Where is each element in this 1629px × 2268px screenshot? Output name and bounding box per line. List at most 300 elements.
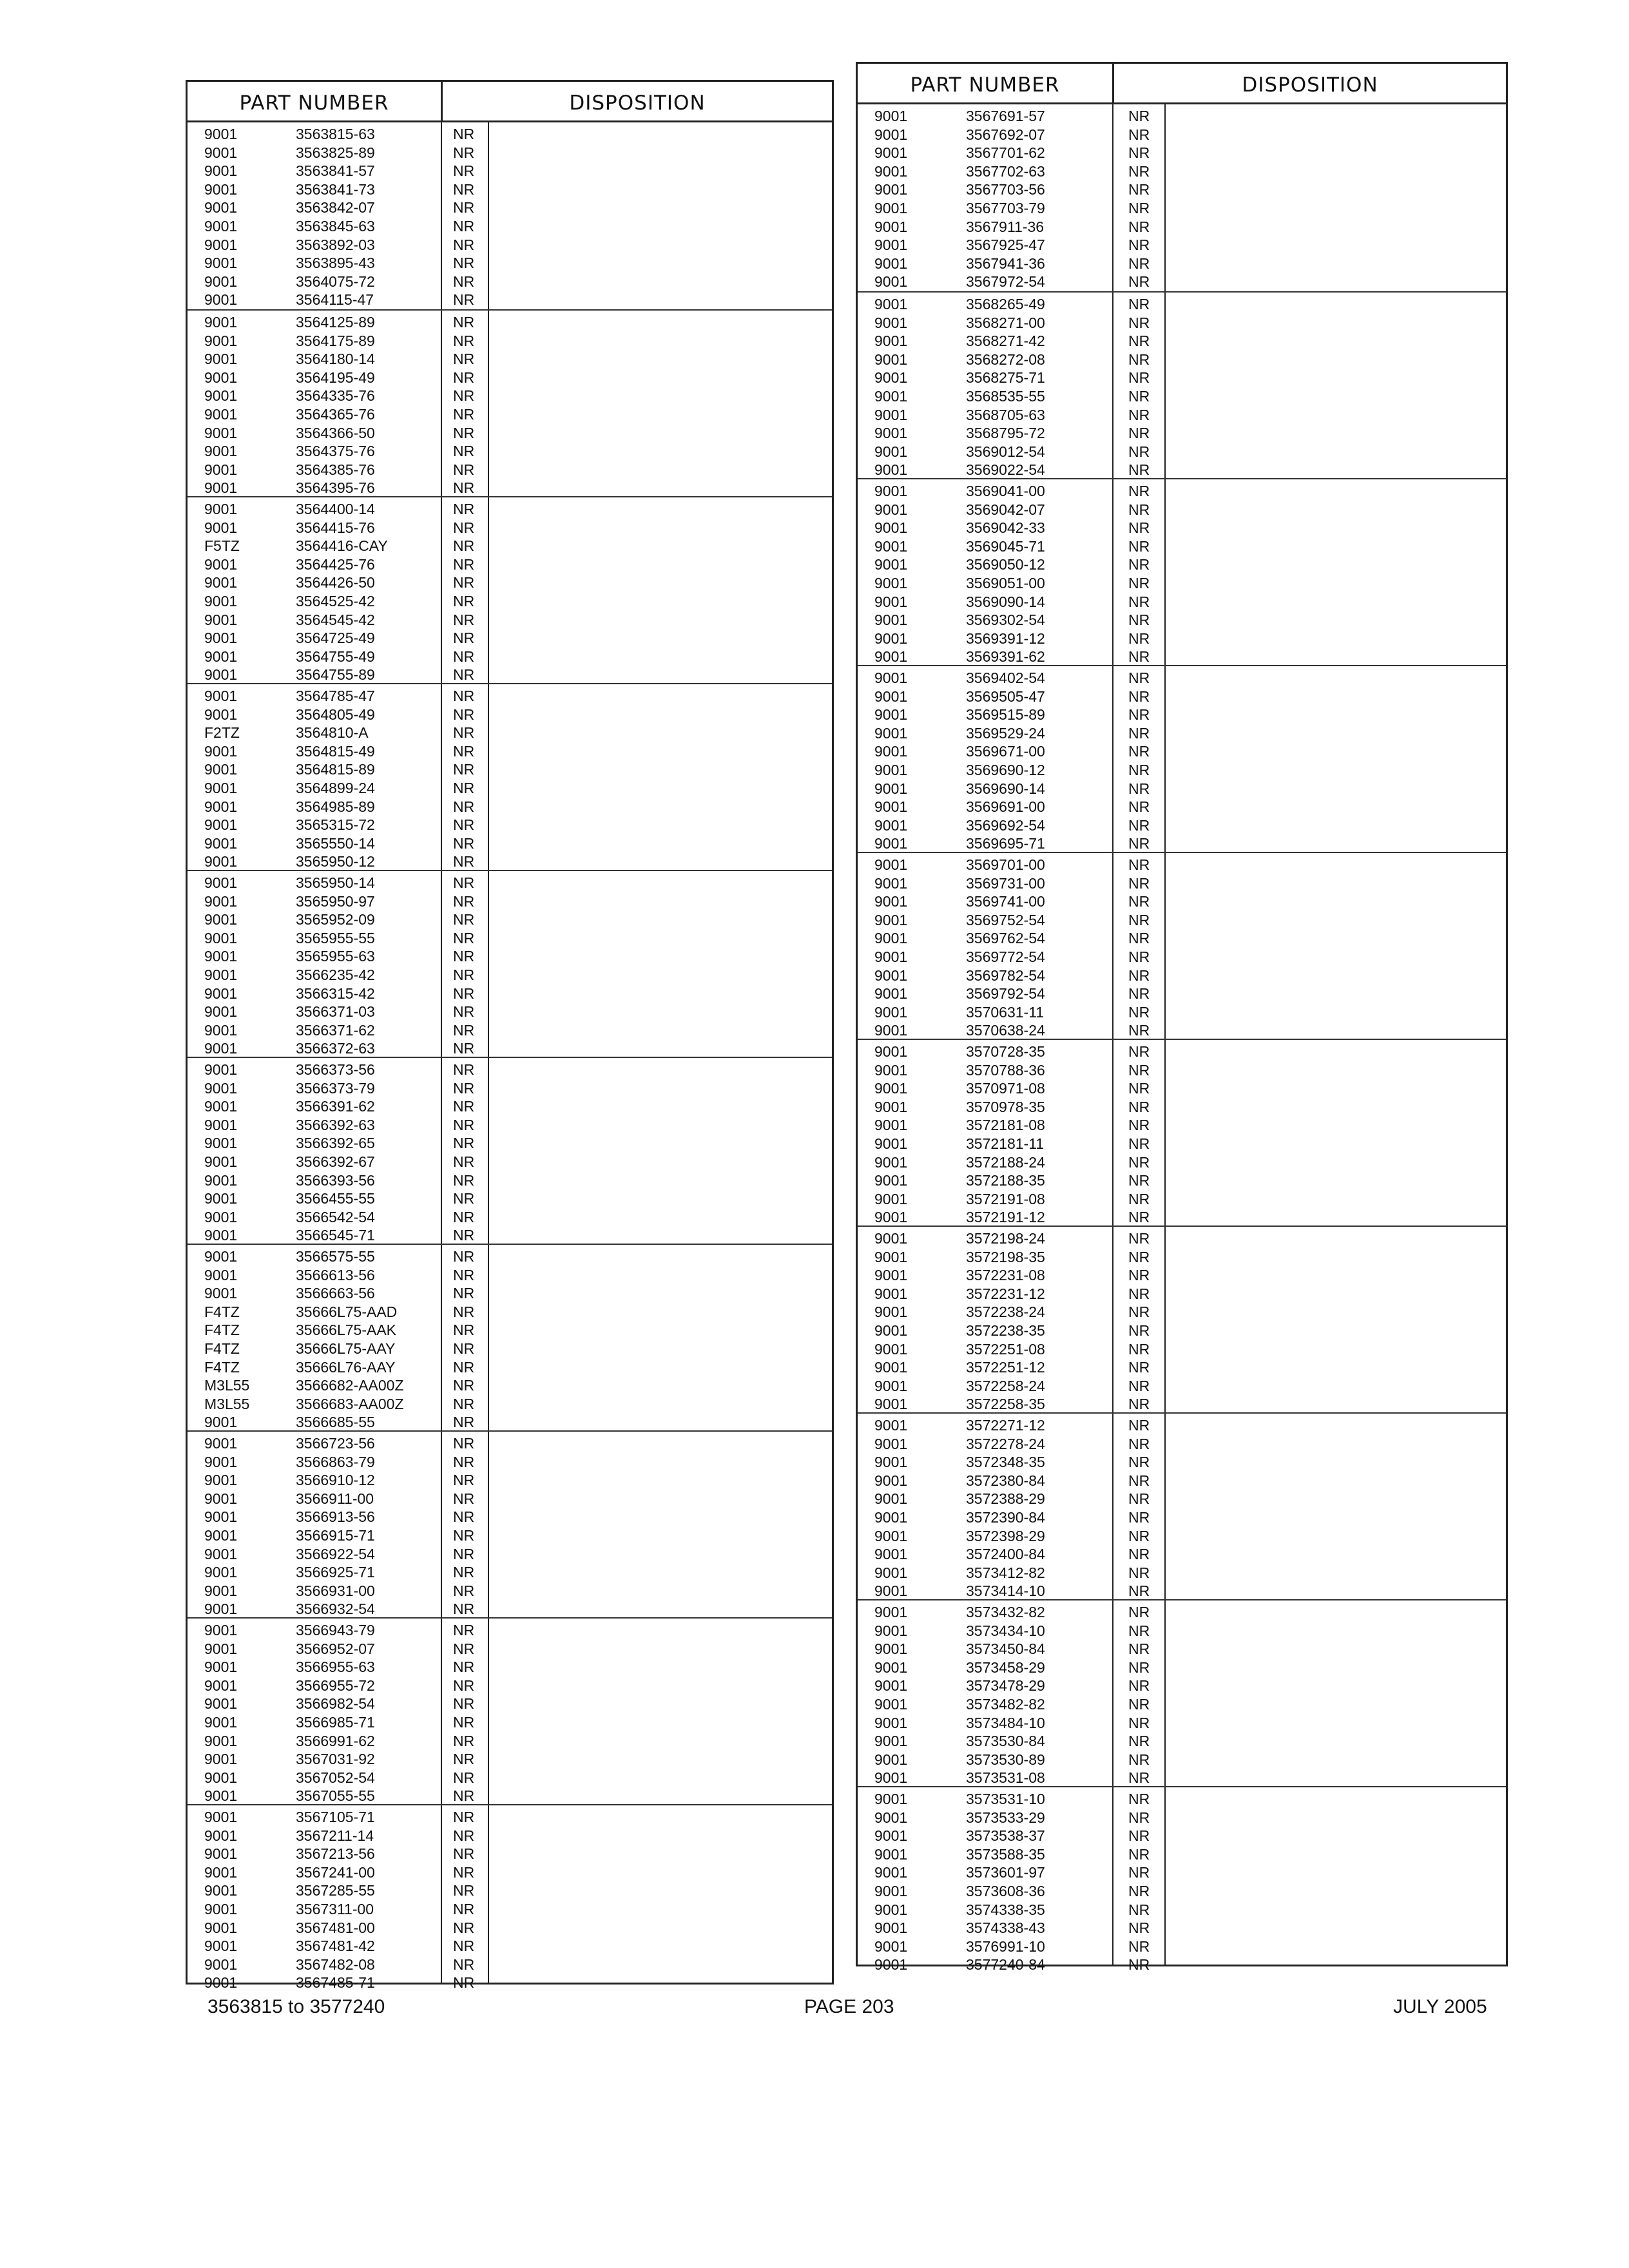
disposition-cell: NR — [453, 724, 475, 742]
prefix-cell: 9001 — [874, 1769, 908, 1787]
part-number-cell: 3572348-35 — [966, 1454, 1045, 1471]
part-number-cell: 3572191-08 — [966, 1190, 1045, 1207]
part-number-cell: 3564075-72 — [296, 273, 375, 290]
prefix-cell: 9001 — [874, 181, 908, 198]
table-row — [858, 1116, 1506, 1134]
table-row — [188, 1937, 832, 1955]
part-number-cell: 3573434-10 — [966, 1622, 1045, 1639]
disposition-header: DISPOSITION — [569, 91, 706, 115]
table-row — [858, 236, 1506, 254]
prefix-cell: 9001 — [204, 1472, 238, 1489]
table-row — [858, 1640, 1506, 1658]
disposition-cell: NR — [453, 1061, 475, 1078]
table-row — [858, 1956, 1506, 1974]
prefix-cell: 9001 — [204, 406, 238, 423]
prefix-cell: 9001 — [204, 162, 238, 180]
disposition-cell: NR — [453, 911, 475, 928]
part-number-cell: 3565315-72 — [296, 816, 375, 834]
disposition-cell: NR — [1128, 1117, 1150, 1134]
table-row — [858, 1079, 1506, 1097]
part-number-cell: 3566931-00 — [296, 1582, 375, 1599]
prefix-cell: 9001 — [874, 236, 908, 254]
table-row — [858, 1303, 1506, 1321]
part-number-cell: 3564425-76 — [296, 555, 375, 573]
disposition-cell: NR — [1128, 1956, 1150, 1974]
table-row — [188, 929, 832, 947]
table-row — [188, 1395, 832, 1413]
prefix-cell: 9001 — [874, 1322, 908, 1339]
table-row — [858, 1732, 1506, 1750]
part-number-cell: 3567311-00 — [296, 1901, 374, 1917]
part-number-cell: 3572380-84 — [966, 1472, 1045, 1489]
prefix-cell: 9001 — [874, 930, 908, 947]
prefix-cell: 9001 — [204, 742, 238, 760]
disposition-cell: NR — [453, 144, 475, 161]
prefix-cell: 9001 — [204, 1919, 238, 1936]
row-group — [188, 1804, 832, 1992]
table-row — [858, 1508, 1506, 1526]
prefix-cell: 9001 — [874, 948, 908, 965]
table-row — [858, 1603, 1506, 1621]
prefix-cell: 9001 — [874, 519, 908, 537]
part-number-cell: 3566575-55 — [296, 1248, 375, 1265]
table-row — [858, 218, 1506, 236]
prefix-cell: 9001 — [204, 1769, 238, 1786]
disposition-cell: NR — [1128, 1322, 1150, 1339]
table-row — [188, 742, 832, 760]
table-row — [858, 1751, 1506, 1769]
prefix-cell: 9001 — [204, 1732, 238, 1749]
part-number-cell: 3568272-08 — [966, 351, 1045, 368]
prefix-cell: 9001 — [204, 424, 238, 441]
table-row — [858, 369, 1506, 387]
prefix-cell: 9001 — [874, 874, 908, 892]
prefix-cell: 9001 — [204, 1695, 238, 1713]
disposition-cell: NR — [453, 1358, 475, 1376]
prefix-cell: 9001 — [874, 1417, 908, 1434]
part-number-cell: 3577240-84 — [966, 1956, 1045, 1974]
part-number-cell: 35666L75-AAY — [296, 1340, 396, 1357]
disposition-cell: NR — [1128, 687, 1150, 705]
table-row — [188, 1097, 832, 1115]
table-row — [188, 573, 832, 591]
table-row — [188, 611, 832, 629]
prefix-cell: 9001 — [874, 461, 908, 479]
prefix-cell: 9001 — [874, 296, 908, 312]
disposition-cell: NR — [453, 1227, 475, 1244]
part-number-cell: 3567052-54 — [296, 1769, 375, 1786]
table-row — [188, 1974, 832, 1992]
table-row — [188, 1508, 832, 1526]
part-number-cell: 3569302-54 — [966, 611, 1045, 629]
disposition-cell: NR — [1128, 1809, 1150, 1826]
prefix-cell: 9001 — [204, 1827, 238, 1844]
disposition-cell: NR — [1128, 108, 1150, 124]
prefix-cell: 9001 — [874, 1791, 908, 1807]
part-number-cell: 3566663-56 — [296, 1285, 375, 1302]
part-number-cell: 3567055-55 — [296, 1787, 375, 1805]
table-row — [188, 369, 832, 387]
part-number-cell: 3565950-14 — [296, 874, 375, 891]
prefix-cell: 9001 — [874, 126, 908, 143]
disposition-cell: NR — [1128, 1640, 1150, 1658]
disposition-cell: NR — [453, 479, 475, 497]
table-row — [188, 910, 832, 928]
disposition-cell: NR — [1128, 948, 1150, 965]
prefix-cell: 9001 — [874, 985, 908, 1003]
disposition-cell: NR — [1128, 780, 1150, 797]
table-row — [188, 1919, 832, 1937]
table-row — [188, 500, 832, 518]
row-group — [858, 104, 1506, 291]
prefix-cell: 9001 — [874, 1883, 908, 1899]
disposition-cell: NR — [453, 273, 475, 290]
table-row — [858, 1937, 1506, 1956]
part-number-cell: 3566723-56 — [296, 1435, 375, 1452]
prefix-cell: 9001 — [204, 555, 238, 573]
part-number-cell: 3568271-00 — [966, 314, 1045, 331]
table-row — [858, 798, 1506, 816]
table-row — [858, 1248, 1506, 1266]
prefix-cell: 9001 — [874, 1172, 908, 1189]
table-row — [858, 966, 1506, 985]
disposition-cell: NR — [453, 648, 475, 665]
footer-page: PAGE 203 — [804, 1996, 894, 2017]
prefix-cell: 9001 — [204, 1787, 238, 1805]
prefix-cell: 9001 — [874, 1490, 908, 1508]
table-row — [858, 856, 1506, 874]
table-row — [858, 351, 1506, 369]
disposition-cell: NR — [1128, 126, 1150, 143]
table-row — [858, 1845, 1506, 1863]
prefix-cell: 9001 — [874, 1022, 908, 1039]
part-number-cell: 3572398-29 — [966, 1527, 1045, 1544]
part-number-cell: 3567703-79 — [966, 200, 1045, 216]
disposition-cell: NR — [1128, 1359, 1150, 1376]
part-number-cell: 3564375-76 — [296, 443, 375, 460]
part-number-cell: 3569762-54 — [966, 930, 1045, 947]
table-row — [188, 985, 832, 1003]
part-number-cell: 3563841-57 — [296, 162, 375, 180]
part-number-cell: 3568535-55 — [966, 388, 1045, 405]
disposition-cell: NR — [1128, 1696, 1150, 1713]
disposition-cell: NR — [1128, 930, 1150, 947]
part-number-cell: 3568795-72 — [966, 425, 1045, 442]
part-number-cell: 3567691-57 — [966, 108, 1045, 124]
disposition-cell: NR — [453, 501, 475, 517]
disposition-cell: NR — [453, 1919, 475, 1936]
disposition-cell: NR — [453, 687, 475, 704]
part-number-cell: 3565950-97 — [296, 892, 375, 910]
prefix-cell: 9001 — [204, 1600, 238, 1618]
table-row — [188, 1526, 832, 1544]
part-number-cell: 3569701-00 — [966, 856, 1045, 873]
prefix-cell: 9001 — [204, 180, 238, 198]
disposition-cell: NR — [1128, 724, 1150, 742]
disposition-cell: NR — [1128, 1658, 1150, 1676]
disposition-cell: NR — [453, 1658, 475, 1676]
part-number-cell: 3566955-63 — [296, 1658, 375, 1676]
table-row — [188, 648, 832, 666]
disposition-cell: NR — [1128, 611, 1150, 629]
disposition-cell: NR — [453, 332, 475, 349]
table-row — [858, 1377, 1506, 1395]
part-number-cell: 3566985-71 — [296, 1714, 375, 1731]
part-number-cell: 3573450-84 — [966, 1640, 1045, 1658]
disposition-cell: NR — [453, 291, 475, 309]
disposition-cell: NR — [453, 929, 475, 947]
part-number-cell: 3566393-56 — [296, 1171, 375, 1189]
table-row — [858, 107, 1506, 125]
part-number-cell: 3564180-14 — [296, 351, 375, 368]
part-number-cell: 3566685-55 — [296, 1414, 375, 1431]
prefix-cell: 9001 — [874, 724, 908, 742]
table-row — [188, 1340, 832, 1358]
part-number-cell: 3567481-42 — [296, 1937, 375, 1955]
table-row — [858, 1564, 1506, 1582]
disposition-cell: NR — [453, 706, 475, 723]
table-row — [188, 180, 832, 198]
prefix-cell: 9001 — [204, 1003, 238, 1021]
disposition-cell: NR — [453, 853, 475, 870]
table-row — [858, 1809, 1506, 1827]
prefix-cell: 9001 — [874, 856, 908, 873]
part-number-cell: 3567692-07 — [966, 126, 1045, 143]
part-number-cell: 3563825-89 — [296, 144, 375, 161]
left-parts-table — [186, 80, 834, 1992]
prefix-cell: 9001 — [204, 461, 238, 478]
table-row — [858, 387, 1506, 405]
part-number-cell: 3567031-92 — [296, 1751, 375, 1768]
part-number-cell: 3566925-71 — [296, 1564, 375, 1581]
part-number-cell: 3574338-43 — [966, 1919, 1045, 1937]
part-number-cell: 3569772-54 — [966, 948, 1045, 965]
disposition-cell: NR — [453, 1116, 475, 1133]
disposition-cell: NR — [453, 1508, 475, 1526]
prefix-cell: 9001 — [204, 369, 238, 386]
prefix-cell: 9001 — [204, 816, 238, 834]
disposition-cell: NR — [1128, 537, 1150, 555]
prefix-cell: 9001 — [874, 1901, 908, 1918]
disposition-cell: NR — [453, 236, 475, 253]
prefix-cell: 9001 — [874, 835, 908, 852]
table-row — [188, 1321, 832, 1339]
disposition-cell: NR — [1128, 593, 1150, 610]
disposition-cell: NR — [1128, 1490, 1150, 1508]
disposition-cell: NR — [1128, 218, 1150, 235]
prefix-cell: 9001 — [204, 1508, 238, 1526]
prefix-cell: 9001 — [874, 351, 908, 368]
prefix-cell: 9001 — [204, 1021, 238, 1039]
prefix-cell: 9001 — [204, 1171, 238, 1189]
table-row — [188, 1153, 832, 1171]
disposition-cell: NR — [1128, 200, 1150, 216]
part-number-cell: 3569090-14 — [966, 593, 1045, 610]
part-number-cell: 3564366-50 — [296, 424, 375, 441]
prefix-cell: 9001 — [204, 1153, 238, 1170]
disposition-cell: NR — [453, 1153, 475, 1170]
disposition-cell: NR — [1128, 816, 1150, 834]
disposition-cell: NR — [453, 1863, 475, 1881]
disposition-cell: NR — [453, 1340, 475, 1357]
prefix-cell: 9001 — [204, 1227, 238, 1244]
table-row — [188, 291, 832, 309]
table-row — [858, 1919, 1506, 1937]
table-row — [188, 162, 832, 180]
table-row — [858, 406, 1506, 424]
row-group — [858, 665, 1506, 853]
part-number-cell: 3565952-09 — [296, 911, 375, 928]
part-number-cell: 3564426-50 — [296, 574, 375, 591]
table-row — [858, 461, 1506, 479]
disposition-cell: NR — [1128, 985, 1150, 1003]
disposition-cell: NR — [453, 1171, 475, 1189]
part-number-cell: 3569695-71 — [966, 835, 1045, 852]
part-number-cell: 3567941-36 — [966, 255, 1045, 272]
part-number-cell: 3572231-12 — [966, 1285, 1045, 1302]
row-group — [188, 1057, 832, 1245]
table-row — [188, 592, 832, 610]
table-row — [188, 1750, 832, 1768]
disposition-cell: NR — [453, 1845, 475, 1863]
table-row — [858, 1208, 1506, 1226]
part-number-cell: 3569690-12 — [966, 762, 1045, 778]
disposition-cell: NR — [1128, 1582, 1150, 1600]
disposition-cell: NR — [1128, 1230, 1150, 1247]
disposition-cell: NR — [1128, 1883, 1150, 1899]
prefix-cell: 9001 — [204, 1079, 238, 1097]
table-row — [858, 761, 1506, 779]
disposition-cell: NR — [1128, 966, 1150, 984]
part-number-cell: 3569042-33 — [966, 519, 1045, 537]
disposition-cell: NR — [1128, 1043, 1150, 1060]
prefix-cell: 9001 — [874, 1396, 908, 1413]
table-row — [188, 1621, 832, 1639]
disposition-cell: NR — [453, 874, 475, 891]
disposition-cell: NR — [1128, 296, 1150, 312]
prefix-cell: F4TZ — [204, 1321, 240, 1339]
table-row — [858, 892, 1506, 910]
table-row — [188, 1695, 832, 1713]
prefix-cell: 9001 — [204, 519, 238, 536]
disposition-cell: NR — [1128, 1769, 1150, 1787]
part-number-cell: 3566915-71 — [296, 1527, 375, 1544]
table-row — [188, 892, 832, 910]
part-number-cell: 3573588-35 — [966, 1845, 1045, 1863]
part-number-cell: 3569050-12 — [966, 556, 1045, 573]
prefix-cell: 9001 — [874, 556, 908, 573]
part-number-cell: 3569515-89 — [966, 706, 1045, 724]
disposition-cell: NR — [453, 424, 475, 441]
prefix-cell: 9001 — [204, 1266, 238, 1283]
disposition-cell: NR — [453, 1285, 475, 1302]
disposition-cell: NR — [453, 1079, 475, 1097]
table-row — [858, 1190, 1506, 1208]
part-number-cell: 3569671-00 — [966, 743, 1045, 760]
prefix-cell: 9001 — [874, 314, 908, 331]
prefix-cell: 9001 — [874, 1061, 908, 1079]
prefix-cell: 9001 — [204, 985, 238, 1002]
disposition-cell: NR — [1128, 501, 1150, 518]
part-number-cell: 3566991-62 — [296, 1732, 375, 1749]
disposition-cell: NR — [1128, 144, 1150, 162]
part-number-cell: 3572251-08 — [966, 1340, 1045, 1358]
disposition-cell: NR — [453, 1435, 475, 1452]
table-row — [188, 1490, 832, 1508]
disposition-cell: NR — [453, 255, 475, 272]
part-number-cell: 3572271-12 — [966, 1417, 1045, 1434]
prefix-cell: 9001 — [874, 743, 908, 760]
disposition-cell: NR — [453, 1135, 475, 1152]
disposition-cell: NR — [1128, 406, 1150, 423]
part-number-cell: 3570638-24 — [966, 1022, 1045, 1039]
disposition-cell: NR — [1128, 519, 1150, 537]
prefix-cell: 9001 — [204, 1582, 238, 1599]
disposition-cell: NR — [1128, 1003, 1150, 1021]
disposition-cell: NR — [1128, 351, 1150, 368]
prefix-cell: 9001 — [204, 1435, 238, 1452]
part-number-cell: 3572400-84 — [966, 1546, 1045, 1563]
table-row — [188, 1769, 832, 1787]
part-number-cell: 3573530-89 — [966, 1751, 1045, 1768]
table-row — [858, 1043, 1506, 1061]
table-row — [188, 834, 832, 852]
part-number-cell: 3563842-07 — [296, 199, 375, 216]
prefix-cell: 9001 — [204, 1751, 238, 1768]
table-row — [858, 1321, 1506, 1340]
part-number-cell: 35666L76-AAY — [296, 1358, 396, 1376]
disposition-cell: NR — [453, 892, 475, 910]
disposition-cell: NR — [1128, 1209, 1150, 1226]
table-row — [858, 1769, 1506, 1787]
disposition-cell: NR — [1128, 1172, 1150, 1189]
prefix-cell: 9001 — [874, 1080, 908, 1097]
prefix-cell: 9001 — [874, 1956, 908, 1974]
disposition-cell: NR — [1128, 556, 1150, 573]
row-group — [188, 870, 832, 1058]
part-number-cell: 3572191-12 — [966, 1209, 1045, 1226]
part-number-cell: 3567702-63 — [966, 162, 1045, 180]
disposition-cell: NR — [1128, 1845, 1150, 1863]
part-number-cell: 3566913-56 — [296, 1508, 375, 1526]
part-number-cell: 3567213-56 — [296, 1845, 375, 1863]
table-row — [858, 1901, 1506, 1919]
table-row — [858, 1435, 1506, 1453]
table-row — [188, 217, 832, 235]
table-row — [858, 742, 1506, 760]
prefix-cell: 9001 — [874, 780, 908, 797]
prefix-cell: 9001 — [874, 537, 908, 555]
part-number-cell: 3564195-49 — [296, 369, 375, 386]
prefix-cell: 9001 — [874, 1751, 908, 1768]
disposition-cell: NR — [453, 218, 475, 235]
disposition-cell: NR — [453, 461, 475, 478]
prefix-cell: 9001 — [204, 199, 238, 216]
table-row — [858, 1358, 1506, 1376]
disposition-cell: NR — [453, 948, 475, 965]
prefix-cell: 9001 — [204, 479, 238, 497]
part-number-cell: 3566943-79 — [296, 1622, 375, 1639]
table-row — [858, 948, 1506, 966]
right-parts-table — [856, 62, 1508, 1974]
prefix-cell: 9001 — [874, 273, 908, 291]
table-row — [858, 985, 1506, 1003]
prefix-cell: 9001 — [874, 816, 908, 834]
table-row — [188, 966, 832, 984]
prefix-cell: 9001 — [204, 1863, 238, 1881]
part-number-cell: 3567482-08 — [296, 1956, 375, 1973]
disposition-cell: NR — [453, 1751, 475, 1768]
